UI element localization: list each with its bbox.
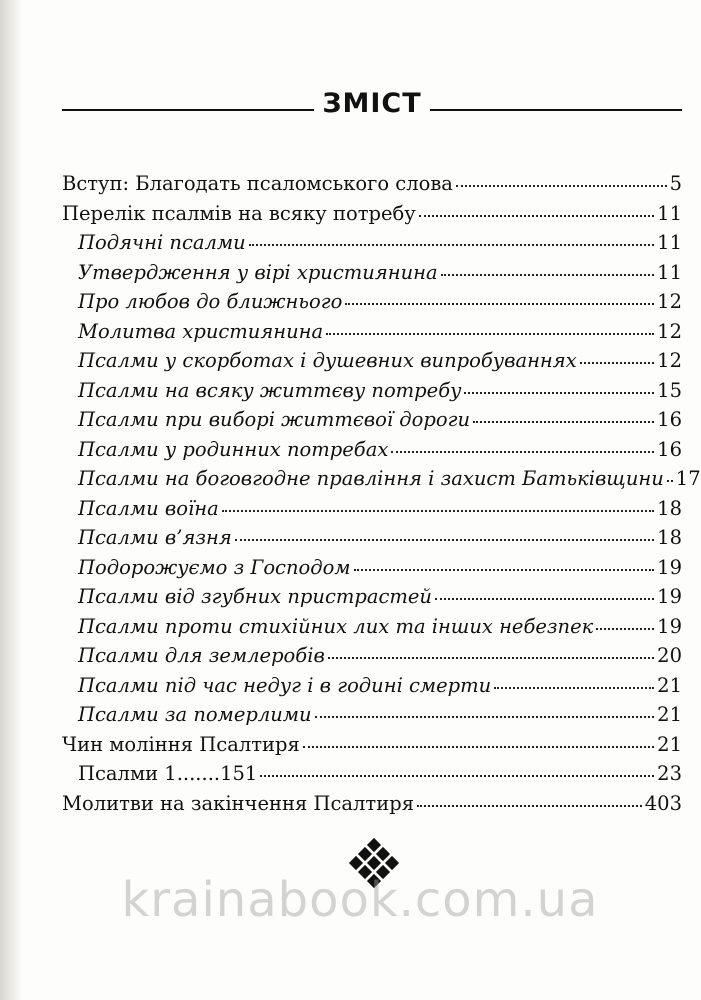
toc-entry: [62, 585, 682, 615]
toc-entry-page-number: 12: [657, 319, 682, 343]
toc-entry: [62, 290, 682, 320]
toc-entry-page-number: 16: [657, 408, 682, 431]
toc-entry-label: Утвердження у вірі християнина: [78, 260, 438, 284]
table-of-contents: [62, 172, 701, 821]
toc-leader-dots: [235, 539, 654, 541]
toc-entry: [62, 438, 682, 468]
toc-entry-label: Чин моління Псалтиря: [62, 732, 300, 756]
toc-leader-dots: [315, 716, 655, 718]
toc-entry-label: Подячні псалми: [78, 231, 246, 254]
page-edge-shadow: [0, 0, 22, 1000]
toc-entry: [62, 644, 682, 674]
toc-entry-page-number: 21: [657, 732, 682, 756]
toc-entry-label: Псалми при виборі життєвої дороги: [78, 408, 471, 431]
toc-leader-dots: [580, 362, 654, 364]
toc-entry-label: Псалми на боговгодне правління і захист Батьківщини: [78, 467, 664, 490]
toc-entry: [62, 703, 682, 733]
toc-entry-label: Молитва християнина: [78, 319, 324, 343]
toc-leader-dots: [260, 775, 654, 777]
toc-entry: [62, 408, 682, 438]
toc-leader-dots: [303, 746, 654, 748]
toc-entry-page-number: 12: [657, 349, 682, 372]
toc-leader-dots: [456, 185, 667, 187]
toc-entry-label: Псалми за померлими: [78, 703, 312, 726]
watermark: krainabook.com.ua: [121, 872, 599, 928]
toc-entry: [62, 349, 682, 379]
toc-entry-label: Псалми під час недуг і в годині смерти: [78, 673, 492, 697]
toc-leader-dots: [328, 657, 654, 659]
toc-entry-page-number: 19: [657, 585, 682, 608]
toc-entry-label: Молитви на закінчення Псалтиря: [62, 791, 414, 815]
toc-entry-label: Псалми у скорботах і душевних випробуваннях: [78, 349, 577, 372]
toc-entry: [62, 467, 701, 497]
toc-leader-dots: [326, 333, 654, 335]
toc-leader-dots: [249, 244, 654, 246]
toc-leader-dots: [345, 303, 654, 305]
toc-entry-page-number: 21: [657, 673, 682, 697]
title-rule-right: [430, 109, 682, 111]
toc-entry-label: Псалми для землеробів: [78, 644, 325, 667]
toc-entry-page-number: 11: [657, 260, 682, 284]
toc-leader-dots: [435, 598, 654, 600]
toc-entry-page-number: 20: [657, 644, 682, 667]
toc-entry-page-number: 19: [657, 614, 682, 638]
toc-leader-dots: [667, 480, 673, 482]
toc-entry-page-number: 403: [644, 791, 682, 815]
toc-entry-label: Псалми від згубних пристрастей: [78, 585, 432, 608]
toc-entry-page-number: 12: [657, 290, 682, 313]
toc-leader-dots: [354, 569, 655, 571]
toc-entry-label: Псалми проти стихійних лих та інших небезпек: [78, 614, 594, 638]
toc-entry-page-number: 15: [657, 378, 682, 402]
toc-entry: [62, 762, 682, 792]
toc-entry-page-number: 18: [657, 526, 682, 549]
toc-entry-page-number: 11: [657, 231, 682, 254]
page-title: ЗМІСТ: [322, 88, 422, 119]
toc-entry: [62, 733, 682, 763]
toc-leader-dots: [441, 274, 655, 276]
toc-entry: [62, 615, 682, 645]
toc-leader-dots: [222, 510, 654, 512]
toc-entry-page-number: 19: [657, 555, 682, 579]
toc-entry-page-number: 16: [657, 437, 682, 461]
toc-entry: [62, 379, 682, 409]
toc-entry: [62, 202, 682, 232]
toc-leader-dots: [464, 392, 654, 394]
toc-entry-label: Вступ: Благодать псаломського слова: [62, 172, 453, 195]
toc-leader-dots: [596, 628, 654, 630]
toc-entry-label: Псалми воїна: [78, 496, 219, 520]
toc-leader-dots: [494, 687, 654, 689]
toc-entry-page-number: 11: [657, 201, 682, 225]
toc-leader-dots: [473, 421, 654, 423]
toc-entry-page-number: 23: [657, 762, 682, 785]
toc-entry-label: Подорожуємо з Господом: [78, 555, 351, 579]
toc-entry: [62, 231, 682, 261]
toc-entry-label: Псалми в’язня: [78, 526, 232, 549]
toc-entry-page-number: 5: [669, 172, 682, 195]
toc-leader-dots: [419, 215, 654, 217]
title-rule-left: [62, 109, 314, 111]
toc-leader-dots: [391, 451, 654, 453]
toc-entry: [62, 497, 682, 527]
toc-entry-label: Псалми 1.......151: [78, 762, 258, 785]
toc-entry: [62, 261, 682, 291]
toc-entry: [62, 172, 682, 202]
toc-entry-page-number: 17: [675, 467, 701, 490]
toc-leader-dots: [417, 805, 642, 807]
toc-entry-page-number: 21: [657, 703, 682, 726]
toc-entry-label: Псалми на всяку життєву потребу: [78, 378, 462, 402]
toc-entry-page-number: 18: [657, 496, 682, 520]
toc-entry-label: Про любов до ближнього: [78, 290, 343, 313]
toc-entry: [62, 526, 682, 556]
toc-entry: [62, 320, 682, 350]
toc-entry: [62, 674, 682, 704]
toc-entry: [62, 792, 682, 822]
toc-entry: [62, 556, 682, 586]
toc-entry-label: Псалми у родинних потребах: [78, 437, 389, 461]
toc-entry-label: Перелік псалмів на всяку потребу: [62, 201, 416, 225]
